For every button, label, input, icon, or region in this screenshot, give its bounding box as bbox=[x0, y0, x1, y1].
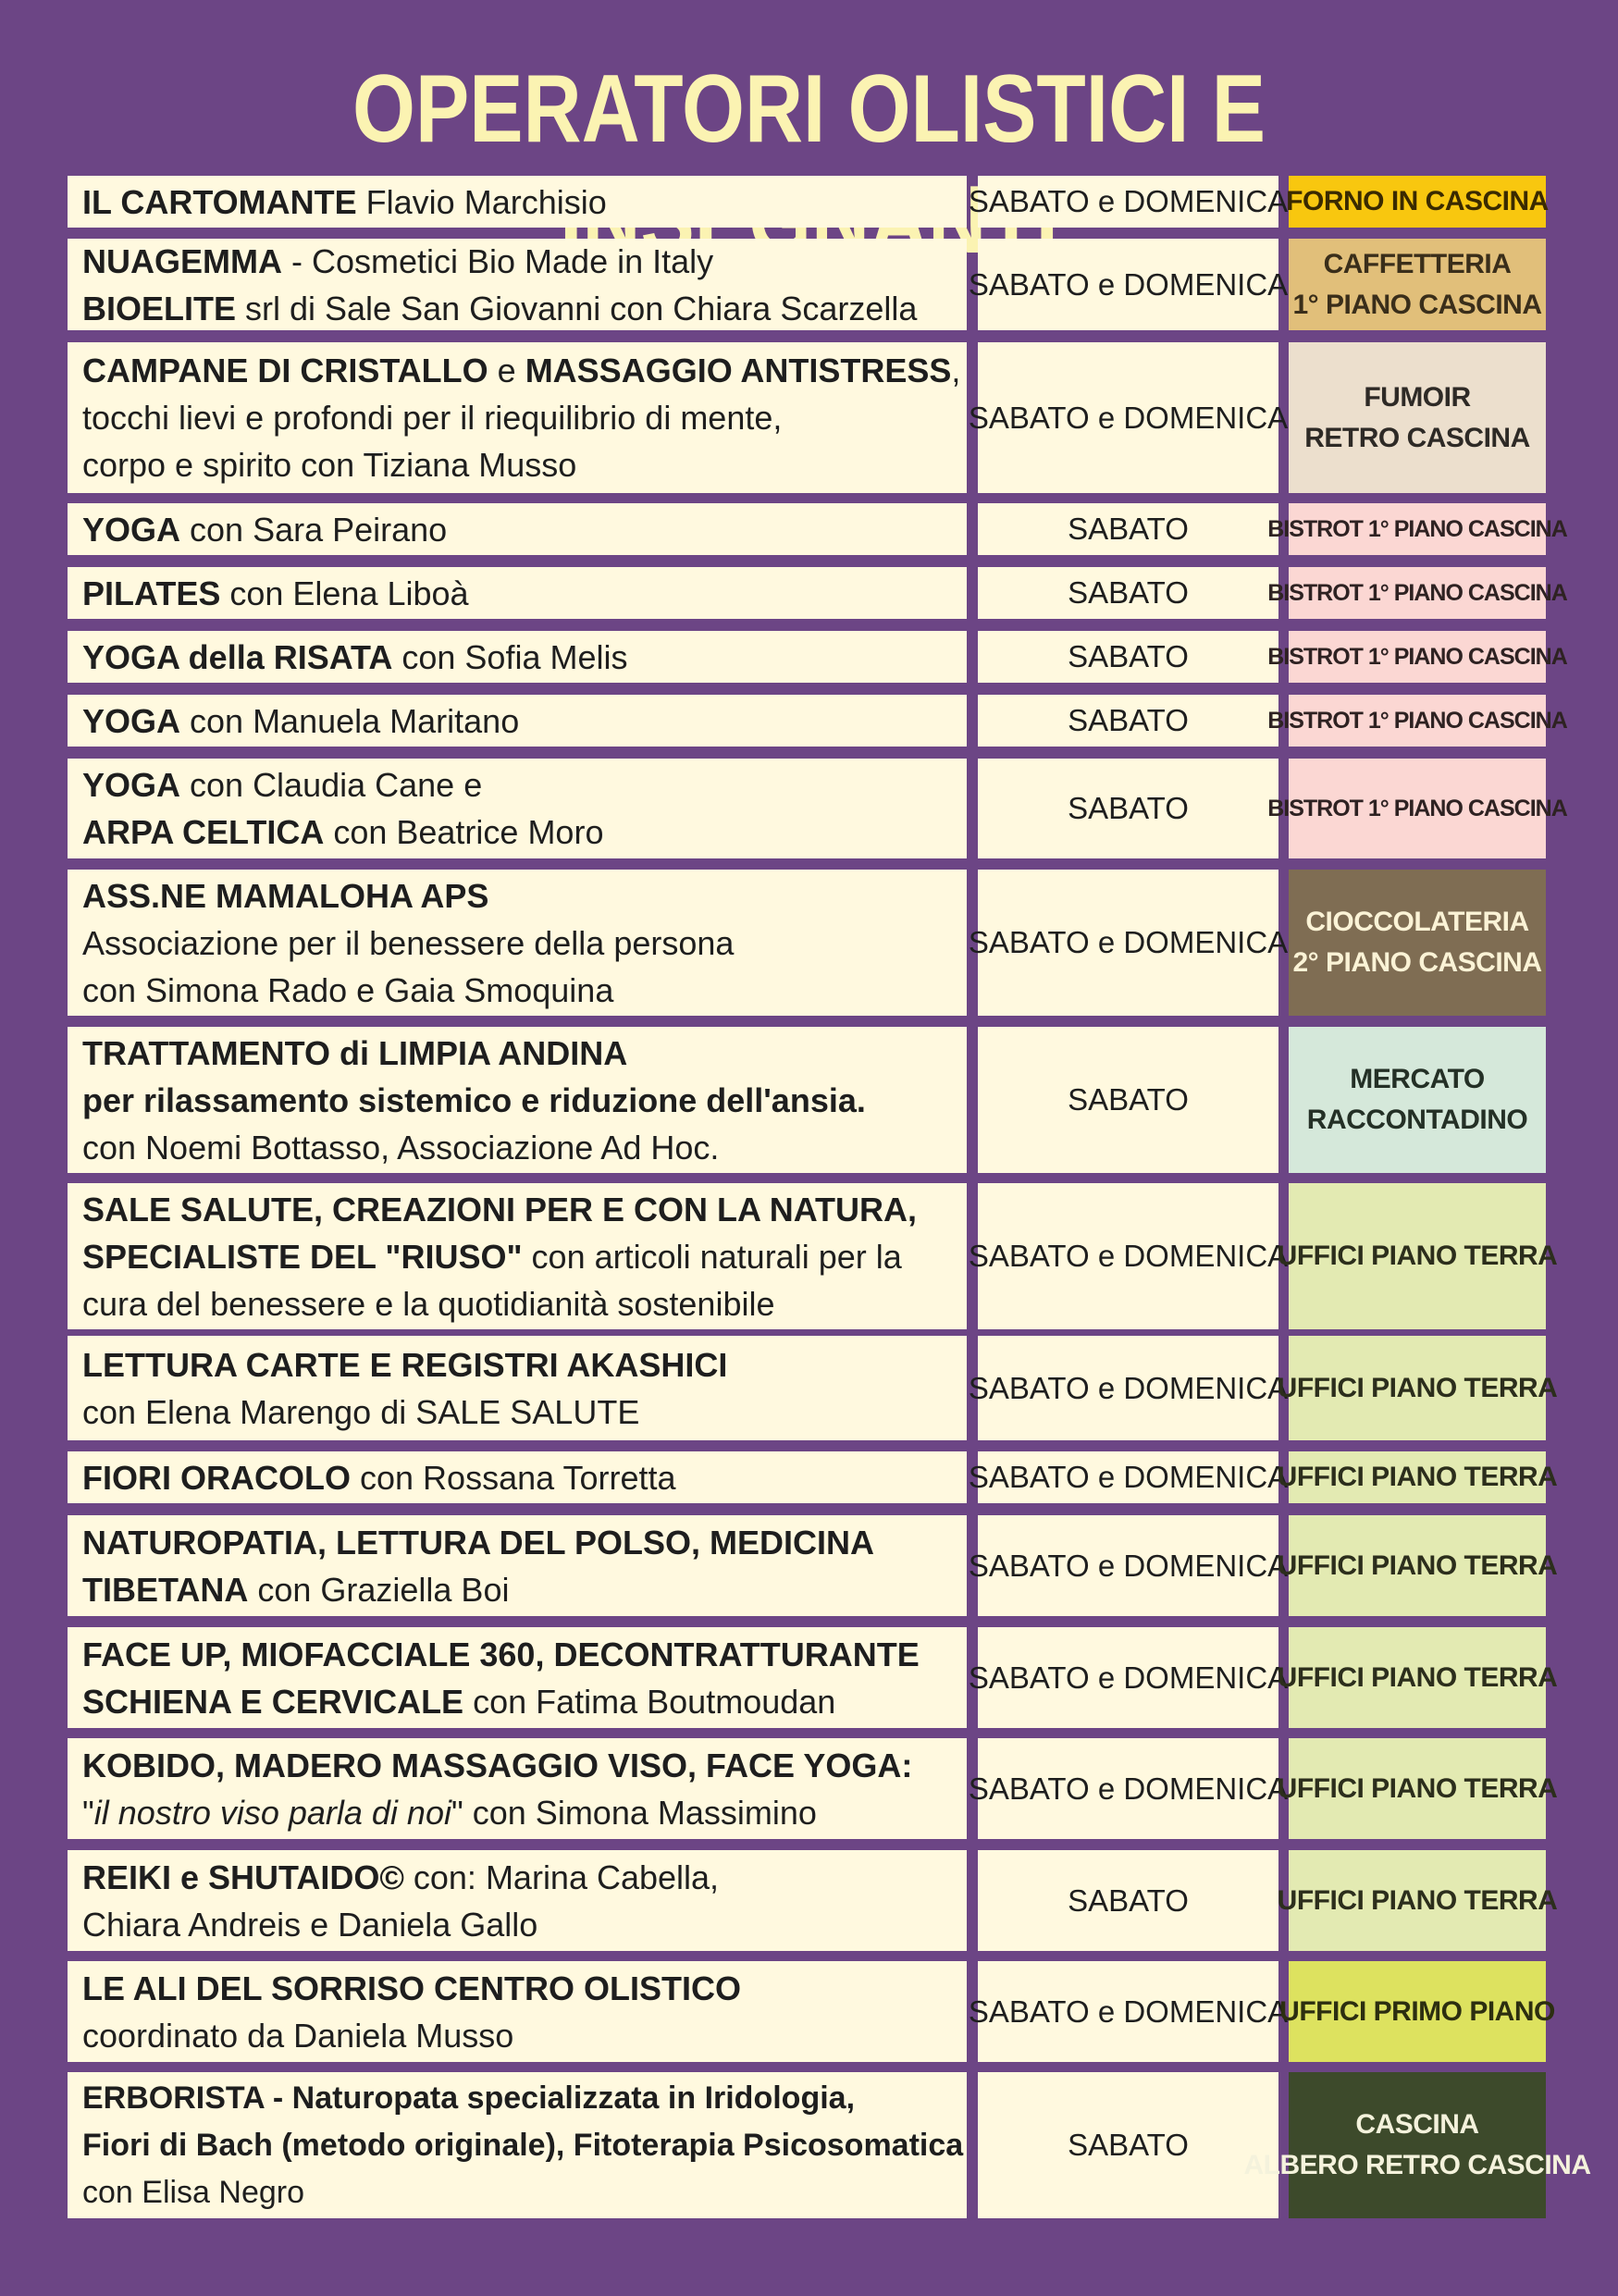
operator-cell bbox=[68, 239, 967, 330]
days-cell: SABATO e DOMENICA bbox=[978, 1961, 1278, 2062]
operator-line bbox=[82, 2012, 954, 2059]
row-sale-salute-creazioni bbox=[0, 1183, 1618, 1329]
text-segment: ERBORISTA - Naturopata specializzata in Iridologia, bbox=[82, 2080, 856, 2116]
text-segment: Chiara Andreis e Daniela Gallo bbox=[82, 1905, 538, 1944]
text-segment: Associazione per il benessere della persona bbox=[82, 923, 735, 962]
operator-cell bbox=[68, 759, 967, 858]
operator-line bbox=[82, 394, 954, 441]
text-segment: YOGA bbox=[82, 766, 181, 804]
location-line: CAFFETTERIA bbox=[1323, 248, 1512, 279]
text-segment: il nostro viso parla di noi bbox=[93, 1793, 451, 1832]
location-cell bbox=[1277, 1515, 1558, 1616]
operator-cell bbox=[68, 695, 967, 747]
location-line: BISTROT 1° PIANO CASCINA bbox=[1267, 516, 1567, 542]
operator-line bbox=[82, 570, 954, 617]
text-segment: con Sofia Melis bbox=[392, 637, 628, 676]
location-cell bbox=[1289, 239, 1546, 330]
operator-line bbox=[82, 872, 954, 920]
days-cell: SABATO e DOMENICA bbox=[978, 870, 1278, 1016]
text-segment: con Beatrice Moro bbox=[324, 813, 604, 851]
location-line: CIOCCOLATERIA bbox=[1305, 907, 1529, 937]
operator-line bbox=[82, 1901, 954, 1948]
text-segment: MASSAGGIO ANTISTRESS bbox=[525, 352, 952, 389]
operator-cell bbox=[68, 1738, 967, 1839]
operator-cell bbox=[68, 1627, 967, 1728]
text-segment: Fiori di Bach (metodo originale), Fitoterapia Psicosomatica bbox=[82, 2127, 964, 2163]
location-line: UFFICI PIANO TERRA bbox=[1277, 1372, 1558, 1403]
operator-line bbox=[82, 441, 954, 488]
text-segment: NATUROPATIA, LETTURA DEL POLSO, MEDICINA bbox=[82, 1523, 874, 1562]
operator-line bbox=[82, 2169, 954, 2216]
text-segment: con Simona Rado e Gaia Smoquina bbox=[82, 970, 614, 1009]
location-cell bbox=[1267, 695, 1567, 747]
operator-cell bbox=[68, 1515, 967, 1616]
operator-line bbox=[82, 809, 954, 856]
text-segment: con: Marina Cabella, bbox=[403, 1858, 720, 1896]
text-segment: con Elisa Negro bbox=[82, 2174, 305, 2210]
text-segment: con articoli naturali per la bbox=[522, 1237, 902, 1276]
text-segment: con Manuela Maritano bbox=[180, 701, 520, 740]
days-cell: SABATO e DOMENICA bbox=[978, 1738, 1278, 1839]
operator-cell bbox=[68, 1336, 967, 1440]
location-cell bbox=[1267, 503, 1567, 555]
days-cell: SABATO e DOMENICA bbox=[978, 1183, 1278, 1329]
text-segment: con Elena Marengo di SALE SALUTE bbox=[82, 1392, 640, 1431]
operator-cell bbox=[68, 1183, 967, 1329]
text-segment: YOGA bbox=[82, 510, 181, 549]
operator-line bbox=[82, 1341, 954, 1389]
location-cell bbox=[1277, 1850, 1558, 1951]
days-cell: SABATO e DOMENICA bbox=[978, 1451, 1278, 1503]
days-cell: SABATO bbox=[978, 631, 1278, 683]
operator-line bbox=[82, 1186, 954, 1233]
location-line: RACCONTADINO bbox=[1306, 1105, 1528, 1135]
text-segment: ARPA CELTICA bbox=[82, 813, 325, 851]
operator-line bbox=[82, 1854, 954, 1901]
operator-cell bbox=[68, 631, 967, 683]
text-segment: con Sara Peirano bbox=[180, 510, 448, 549]
row-face-up bbox=[0, 1627, 1618, 1728]
operator-line bbox=[82, 347, 961, 394]
operator-line bbox=[82, 1124, 954, 1171]
location-cell bbox=[1289, 1027, 1546, 1173]
text-segment: TIBETANA bbox=[82, 1570, 249, 1609]
operator-line bbox=[82, 697, 954, 745]
location-line: UFFICI PIANO TERRA bbox=[1277, 1884, 1558, 1916]
days-cell: SABATO bbox=[978, 1027, 1278, 1173]
operator-line bbox=[82, 285, 954, 332]
text-segment: YOGA bbox=[82, 701, 181, 740]
text-segment: SPECIALISTE DEL "RIUSO" bbox=[82, 1237, 523, 1276]
days-cell: SABATO e DOMENICA bbox=[978, 239, 1278, 330]
operator-line bbox=[82, 1454, 954, 1501]
operator-cell bbox=[68, 342, 967, 493]
operator-line bbox=[82, 2122, 964, 2169]
operator-line bbox=[82, 1678, 954, 1725]
row-reiki bbox=[0, 1850, 1618, 1951]
days-cell: SABATO e DOMENICA bbox=[978, 1336, 1278, 1440]
text-segment: YOGA della RISATA bbox=[82, 637, 393, 676]
text-segment: LE ALI DEL SORRISO CENTRO OLISTICO bbox=[82, 1969, 742, 2007]
text-segment: - Cosmetici Bio Made in Italy bbox=[281, 241, 714, 280]
location-cell bbox=[1277, 1183, 1558, 1329]
location-cell bbox=[1277, 1451, 1558, 1503]
location-cell bbox=[1289, 870, 1546, 1016]
operator-cell bbox=[68, 2072, 967, 2218]
days-cell: SABATO bbox=[978, 695, 1278, 747]
row-lettura-carte bbox=[0, 1336, 1618, 1440]
text-segment: srl di Sale San Giovanni con Chiara Scarzella bbox=[236, 289, 918, 327]
days-cell: SABATO bbox=[978, 503, 1278, 555]
text-segment: con Rossana Torretta bbox=[351, 1458, 676, 1497]
operator-line bbox=[82, 1965, 954, 2012]
text-segment: TRATTAMENTO di LIMPIA ANDINA bbox=[82, 1033, 628, 1072]
location-cell bbox=[1267, 567, 1567, 619]
location-line: BISTROT 1° PIANO CASCINA bbox=[1267, 796, 1567, 821]
operator-line bbox=[82, 1077, 954, 1124]
operator-cell bbox=[68, 1027, 967, 1173]
location-cell bbox=[1286, 176, 1549, 228]
row-limpia-andina bbox=[0, 1027, 1618, 1173]
row-fiori-oracolo bbox=[0, 1451, 1618, 1503]
days-cell: SABATO bbox=[978, 567, 1278, 619]
row-pilates bbox=[0, 567, 1618, 619]
text-segment: con Graziella Boi bbox=[248, 1570, 510, 1609]
location-line: BISTROT 1° PIANO CASCINA bbox=[1267, 580, 1567, 606]
days-cell: SABATO bbox=[978, 1850, 1278, 1951]
operator-cell bbox=[68, 870, 967, 1016]
operator-line bbox=[82, 634, 954, 681]
row-mamaloha bbox=[0, 870, 1618, 1016]
days-cell: SABATO bbox=[978, 2072, 1278, 2218]
operator-line bbox=[82, 179, 954, 226]
text-segment: per rilassamento sistemico e riduzione dell'ansia. bbox=[82, 1080, 866, 1119]
location-line: UFFICI PIANO TERRA bbox=[1277, 1241, 1558, 1271]
operator-line bbox=[82, 238, 954, 285]
text-segment: LETTURA CARTE E REGISTRI AKASHICI bbox=[82, 1345, 728, 1384]
location-cell bbox=[1289, 342, 1546, 493]
operator-cell bbox=[68, 176, 967, 228]
location-line: FORNO IN CASCINA bbox=[1286, 186, 1549, 216]
operator-line bbox=[82, 761, 954, 809]
location-line: FUMOIR bbox=[1364, 381, 1471, 413]
text-segment: con Fatima Boutmoudan bbox=[463, 1682, 836, 1721]
operator-line bbox=[82, 967, 954, 1014]
text-segment: REIKI e SHUTAIDO© bbox=[82, 1858, 404, 1896]
operator-line bbox=[82, 1631, 954, 1678]
text-segment: cura del benessere e la quotidianità sostenibile bbox=[82, 1284, 775, 1323]
location-cell bbox=[1267, 631, 1567, 683]
location-line: BISTROT 1° PIANO CASCINA bbox=[1267, 644, 1567, 670]
operator-cell bbox=[68, 1451, 967, 1503]
text-segment: SCHIENA E CERVICALE bbox=[82, 1682, 464, 1721]
page-title: OPERATORI OLISTICI E bbox=[352, 56, 1266, 163]
days-cell: SABATO bbox=[978, 759, 1278, 858]
row-kobido bbox=[0, 1738, 1618, 1839]
location-line: UFFICI PIANO TERRA bbox=[1277, 1661, 1558, 1693]
text-segment: con Elena Liboà bbox=[220, 574, 469, 612]
row-nuagemma bbox=[0, 239, 1618, 330]
row-il-cartomante bbox=[0, 176, 1618, 228]
operator-cell bbox=[68, 1850, 967, 1951]
operator-line bbox=[82, 1519, 954, 1566]
operator-line bbox=[82, 1280, 954, 1327]
operator-line bbox=[82, 1030, 954, 1077]
row-yoga-sara-peirano bbox=[0, 503, 1618, 555]
location-line: RETRO CASCINA bbox=[1304, 422, 1530, 453]
text-segment: IL CARTOMANTE bbox=[82, 182, 357, 221]
text-segment: con Claudia Cane e bbox=[180, 766, 483, 804]
location-cell bbox=[1279, 1961, 1555, 2062]
location-line: 2° PIANO CASCINA bbox=[1292, 947, 1542, 978]
location-line: UFFICI PIANO TERRA bbox=[1277, 1549, 1558, 1581]
text-segment: SALE SALUTE, CREAZIONI PER E CON LA NATURA, bbox=[82, 1190, 918, 1228]
days-cell: SABATO e DOMENICA bbox=[978, 176, 1278, 228]
operator-cell bbox=[68, 567, 967, 619]
operator-cell bbox=[68, 503, 967, 555]
text-segment: tocchi lievi e profondi per il riequilibrio di mente, bbox=[82, 399, 783, 437]
location-line: UFFICI PIANO TERRA bbox=[1277, 1462, 1558, 1492]
text-segment: e bbox=[488, 352, 525, 389]
location-cell bbox=[1277, 1738, 1558, 1839]
operator-line bbox=[82, 920, 954, 967]
location-cell bbox=[1243, 2072, 1591, 2218]
text-segment: CAMPANE DI CRISTALLO bbox=[82, 352, 488, 389]
days-cell: SABATO e DOMENICA bbox=[978, 1627, 1278, 1728]
text-segment: Flavio Marchisio bbox=[356, 182, 607, 221]
text-segment: PILATES bbox=[82, 574, 221, 612]
row-naturopatia bbox=[0, 1515, 1618, 1616]
text-segment: , bbox=[951, 352, 961, 389]
location-line: MERCATO bbox=[1350, 1064, 1485, 1094]
text-segment: coordinato da Daniela Musso bbox=[82, 2016, 514, 2055]
text-segment: " bbox=[82, 1793, 94, 1832]
location-line: UFFICI PIANO TERRA bbox=[1277, 1772, 1558, 1804]
text-segment: FIORI ORACOLO bbox=[82, 1458, 351, 1497]
text-segment: FACE UP, MIOFACCIALE 360, DECONTRATTURANTE bbox=[82, 1635, 920, 1673]
text-segment: BIOELITE bbox=[82, 289, 237, 327]
operator-line bbox=[82, 1566, 954, 1613]
operator-line bbox=[82, 2075, 954, 2122]
text-segment: corpo e spirito con Tiziana Musso bbox=[82, 446, 577, 484]
location-line: UFFICI PRIMO PIANO bbox=[1279, 1995, 1555, 2027]
row-yoga-arpa-celtica bbox=[0, 759, 1618, 858]
text-segment: NUAGEMMA bbox=[82, 241, 282, 280]
location-cell bbox=[1277, 1336, 1558, 1440]
row-yoga-manuela-maritano bbox=[0, 695, 1618, 747]
operator-line bbox=[82, 1389, 954, 1436]
text-segment: ASS.NE MAMALOHA APS bbox=[82, 876, 489, 915]
operator-line bbox=[82, 506, 954, 553]
row-yoga-della-risata bbox=[0, 631, 1618, 683]
location-line: 1° PIANO CASCINA bbox=[1292, 289, 1542, 320]
row-campane-di-cristallo bbox=[0, 342, 1618, 493]
operator-line bbox=[82, 1233, 954, 1280]
operator-line bbox=[82, 1742, 954, 1789]
text-segment: con Noemi Bottasso, Associazione Ad Hoc. bbox=[82, 1128, 720, 1167]
days-cell: SABATO e DOMENICA bbox=[978, 342, 1278, 493]
operator-line bbox=[82, 1789, 954, 1836]
days-cell: SABATO e DOMENICA bbox=[978, 1515, 1278, 1616]
row-erborista bbox=[0, 2072, 1618, 2218]
location-cell bbox=[1277, 1627, 1558, 1728]
row-ali-del-sorriso bbox=[0, 1961, 1618, 2062]
location-line: CASCINA bbox=[1355, 2109, 1479, 2140]
operator-cell bbox=[68, 1961, 967, 2062]
location-line: BISTROT 1° PIANO CASCINA bbox=[1267, 708, 1567, 734]
text-segment: " con Simona Massimino bbox=[451, 1793, 817, 1832]
text-segment: KOBIDO, MADERO MASSAGGIO VISO, FACE YOGA: bbox=[82, 1746, 913, 1784]
location-cell bbox=[1267, 759, 1567, 858]
location-line: ALBERO RETRO CASCINA bbox=[1243, 2150, 1591, 2180]
